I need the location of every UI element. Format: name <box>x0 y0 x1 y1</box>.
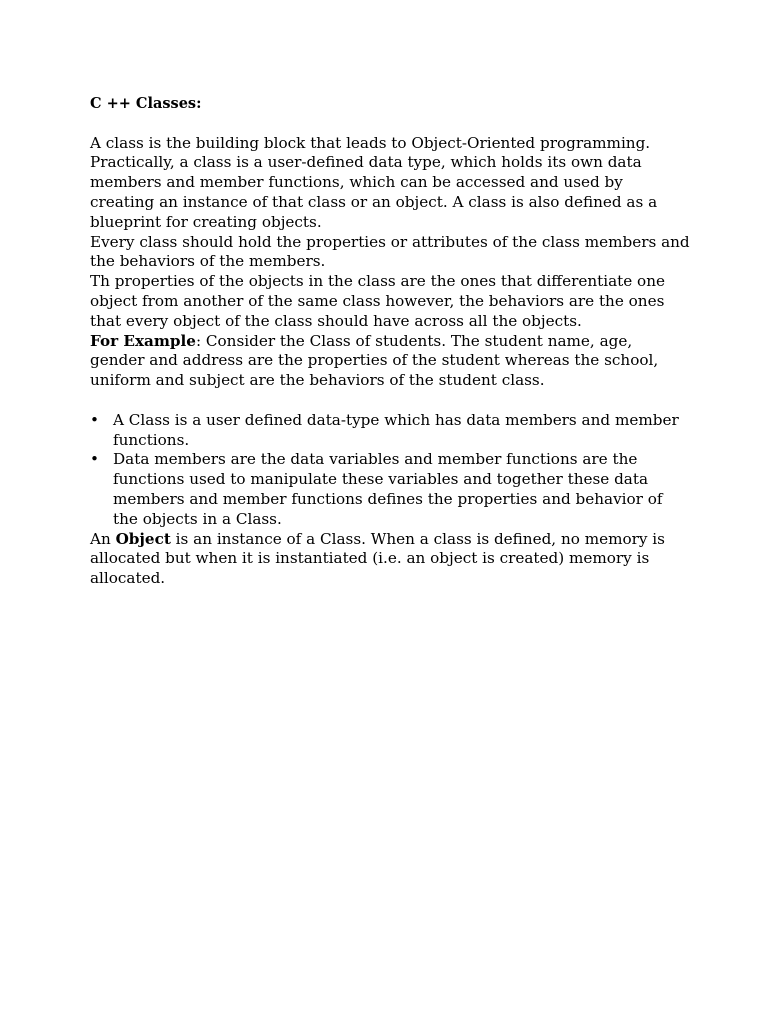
paragraph-definition: Practically, a class is a user-defined data type, which holds its own data members and member functions, which can be accessed and used by creating an instance of that class or an object. A class is also defined as a blueprint for creating objects. <box>90 153 658 231</box>
object-prefix: An <box>90 529 116 548</box>
list-item <box>90 450 690 529</box>
paragraph-behaviors: Th properties of the objects in the class are the ones that differentiate one object from another of the same class however, the behaviors are the ones that every object of the class should have across all the objects. <box>90 272 665 330</box>
object-term: Object <box>115 529 171 548</box>
object-suffix: is an instance of a Class. When a class is defined, no memory is allocated but when it is instantiated (i.e. an object is created) memory is allocated. <box>90 529 665 588</box>
document-page <box>90 94 690 589</box>
bullet-list <box>90 411 690 530</box>
example-text: : Consider the Class of students. The student name, age, gender and address are the properties of the student whereas the school, uniform and subject are the behaviors of the student class. <box>90 331 659 390</box>
list-item-text: Data members are the data variables and member functions are the functions used to manipulate these variables and together these data members and member functions defines the properties and behavior of the objects in a Class. <box>113 450 663 528</box>
page-title: C ++ Classes: <box>90 95 202 112</box>
paragraph-example <box>90 332 690 391</box>
list-item <box>90 411 690 451</box>
bullet-icon: • <box>90 450 99 469</box>
spacer <box>90 391 690 411</box>
paragraph-intro: A class is the building block that leads to Object-Oriented programming. <box>90 133 651 152</box>
paragraph-properties: Every class should hold the properties or attributes of the class members and the behaviors of the members. <box>90 232 690 271</box>
example-label: For Example <box>90 331 196 350</box>
bullet-icon: • <box>90 410 99 429</box>
list-item-text: A Class is a user defined data-type which has data members and member functions. <box>113 410 679 449</box>
paragraph-object <box>90 530 690 589</box>
